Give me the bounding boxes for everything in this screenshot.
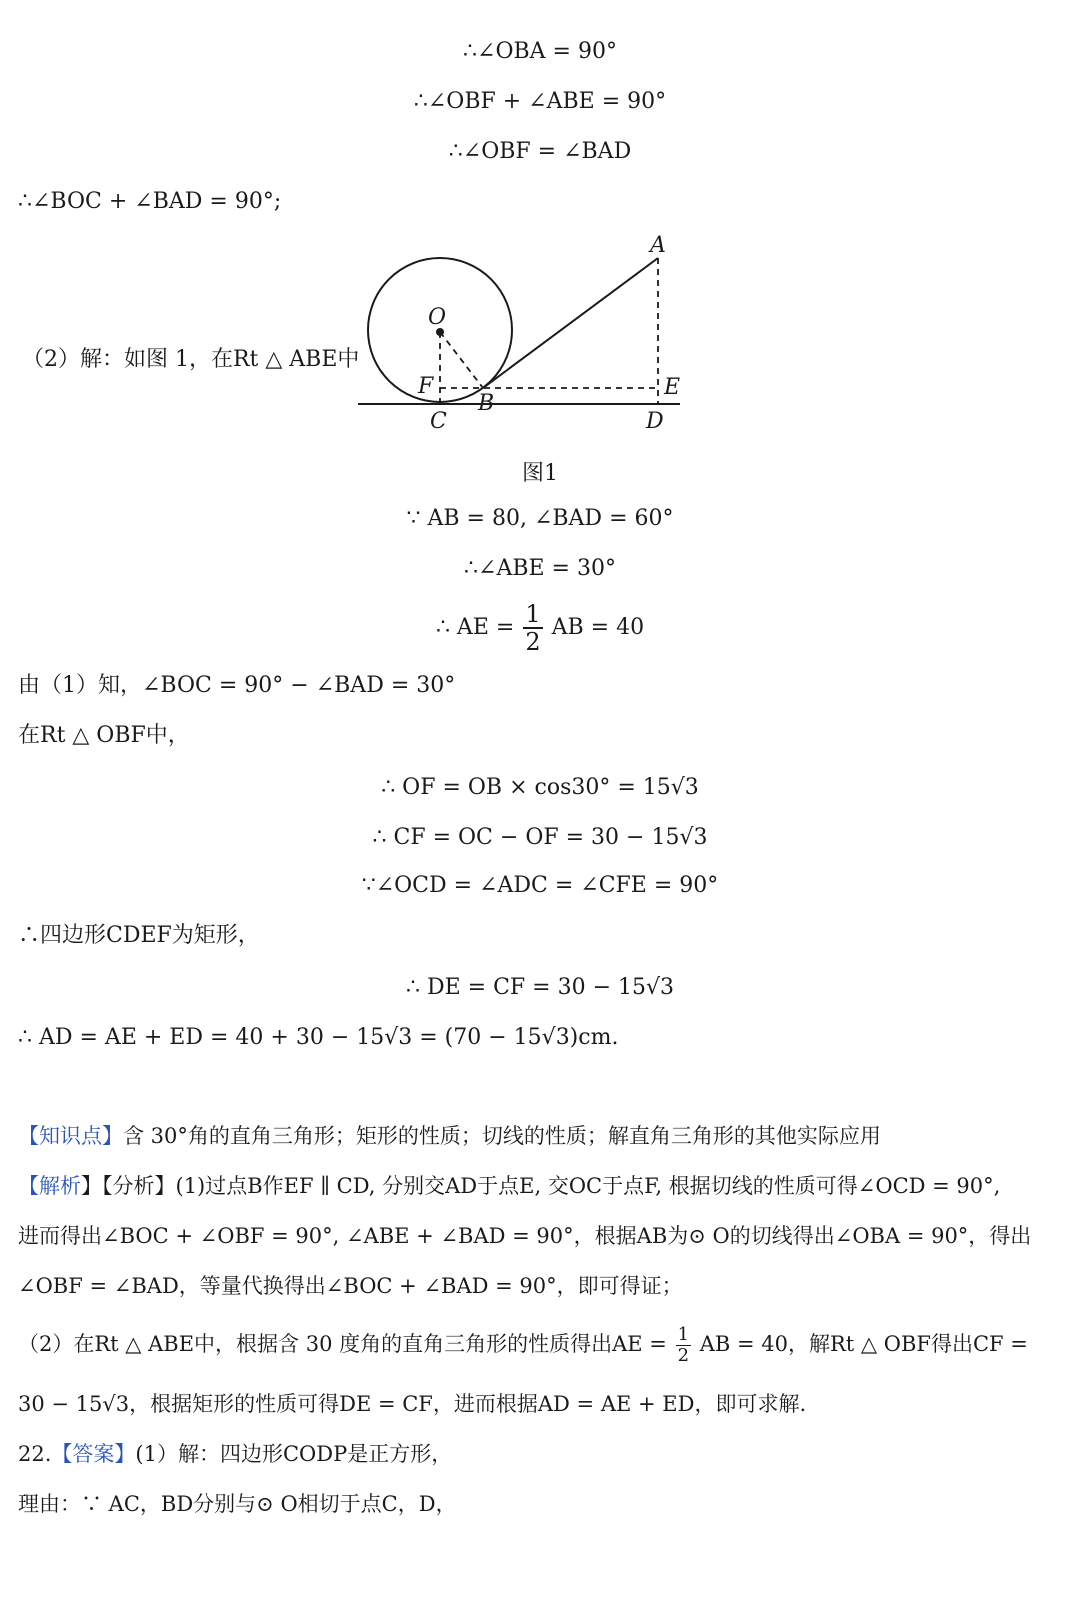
line-of: ∴ OF = OB × cos30° = 15√3: [381, 775, 699, 800]
analysis-line-2: 进而得出∠BOC + ∠OBF = 90°, ∠ABE + ∠BAD = 90°，根据AB为⊙ O的切线得出∠OBA = 90°，得出: [18, 1224, 1032, 1248]
ae-prefix: ∴ AE =: [435, 615, 515, 640]
line-cf: ∴ CF = OC − OF = 30 − 15√3: [372, 825, 708, 850]
analysis-4-suffix: AB = 40，解Rt △ OBF得出CF =: [699, 1332, 1028, 1356]
analysis-fraction: [676, 1325, 691, 1366]
label-f: F: [418, 374, 434, 399]
line-de: ∴ DE = CF = 30 − 15√3: [405, 975, 675, 1000]
analysis-tag: 【解析: [18, 1174, 81, 1198]
knowledge-tag: 【知识点】: [18, 1124, 123, 1148]
analysis-4-prefix: （2）在Rt △ ABE中，根据含 30 度角的直角三角形的性质得出AE =: [18, 1332, 667, 1356]
knowledge-points: [18, 1122, 881, 1150]
answer-text: (1）解：四边形CODP是正方形，: [135, 1442, 453, 1466]
analysis-line-5: 30 − 15√3，根据矩形的性质可得DE = CF，进而根据AD = AE + ED，即可求解.: [18, 1392, 807, 1416]
analysis-line-3: ∠OBF = ∠BAD，等量代换得出∠BOC + ∠BAD = 90°，即可得证；: [18, 1274, 683, 1298]
answer-tag: 【答案】: [51, 1442, 136, 1466]
analysis-fraction-denominator: 2: [677, 1345, 690, 1366]
line-right-angles: ∵∠OCD = ∠ADC = ∠CFE = 90°: [361, 873, 719, 898]
line-ae-fraction: [0, 598, 1080, 658]
line-obf-abe: ∴∠OBF + ∠ABE = 90°: [413, 89, 667, 114]
fraction-one-half: [523, 601, 542, 655]
analysis-line-1: [18, 1172, 1000, 1200]
line-ab-bad: ∵ AB = 80, ∠BAD = 60°: [406, 506, 674, 531]
line-boc-bad: ∴∠BOC + ∠BAD = 90°;: [18, 189, 282, 214]
label-a: A: [650, 233, 666, 258]
line-part2-intro: （2）解：如图 1，在Rt △ ABE中: [22, 347, 360, 372]
label-o: O: [428, 305, 447, 330]
fraction-numerator: 1: [525, 600, 541, 628]
line-oba: ∴∠OBA = 90°: [463, 39, 617, 64]
question-22-reason: 理由：∵ AC，BD分别与⊙ O相切于点C，D，: [18, 1492, 457, 1516]
line-in-rt-obf: 在Rt △ OBF中，: [18, 723, 190, 748]
analysis-line-4: [18, 1318, 1028, 1370]
knowledge-text: 含 30°角的直角三角形；矩形的性质；切线的性质；解直角三角形的其他实际应用: [123, 1124, 881, 1148]
label-d: D: [646, 409, 664, 434]
question-number: 22.: [18, 1442, 52, 1466]
geometry-figure: [350, 228, 690, 440]
ae-suffix: AB = 40: [551, 615, 645, 640]
tangent-ab: [483, 258, 658, 388]
analysis-text-1: 】【分析】(1)过点B作EF ∥ CD, 分别交AD于点E, 交OC于点F, 根据切线的性质可得∠OCD = 90°,: [81, 1174, 1001, 1198]
figure-caption: 图1: [522, 461, 558, 486]
dashed-ob: [440, 332, 483, 388]
line-ad-result: ∴ AD = AE + ED = 40 + 30 − 15√3 = (70 − 15√3)cm.: [18, 1025, 619, 1050]
line-obf-bad: ∴∠OBF = ∠BAD: [448, 139, 632, 164]
question-22-answer: [18, 1440, 452, 1468]
line-rectangle: ∴四边形CDEF为矩形，: [18, 923, 260, 948]
label-c: C: [430, 409, 447, 434]
label-b: B: [478, 391, 495, 416]
label-e: E: [664, 375, 681, 400]
analysis-fraction-numerator: 1: [677, 1324, 690, 1345]
line-from-part1: 由（1）知，∠BOC = 90° − ∠BAD = 30°: [18, 673, 456, 698]
line-abe: ∴∠ABE = 30°: [464, 556, 616, 581]
fraction-denominator: 2: [525, 628, 541, 656]
